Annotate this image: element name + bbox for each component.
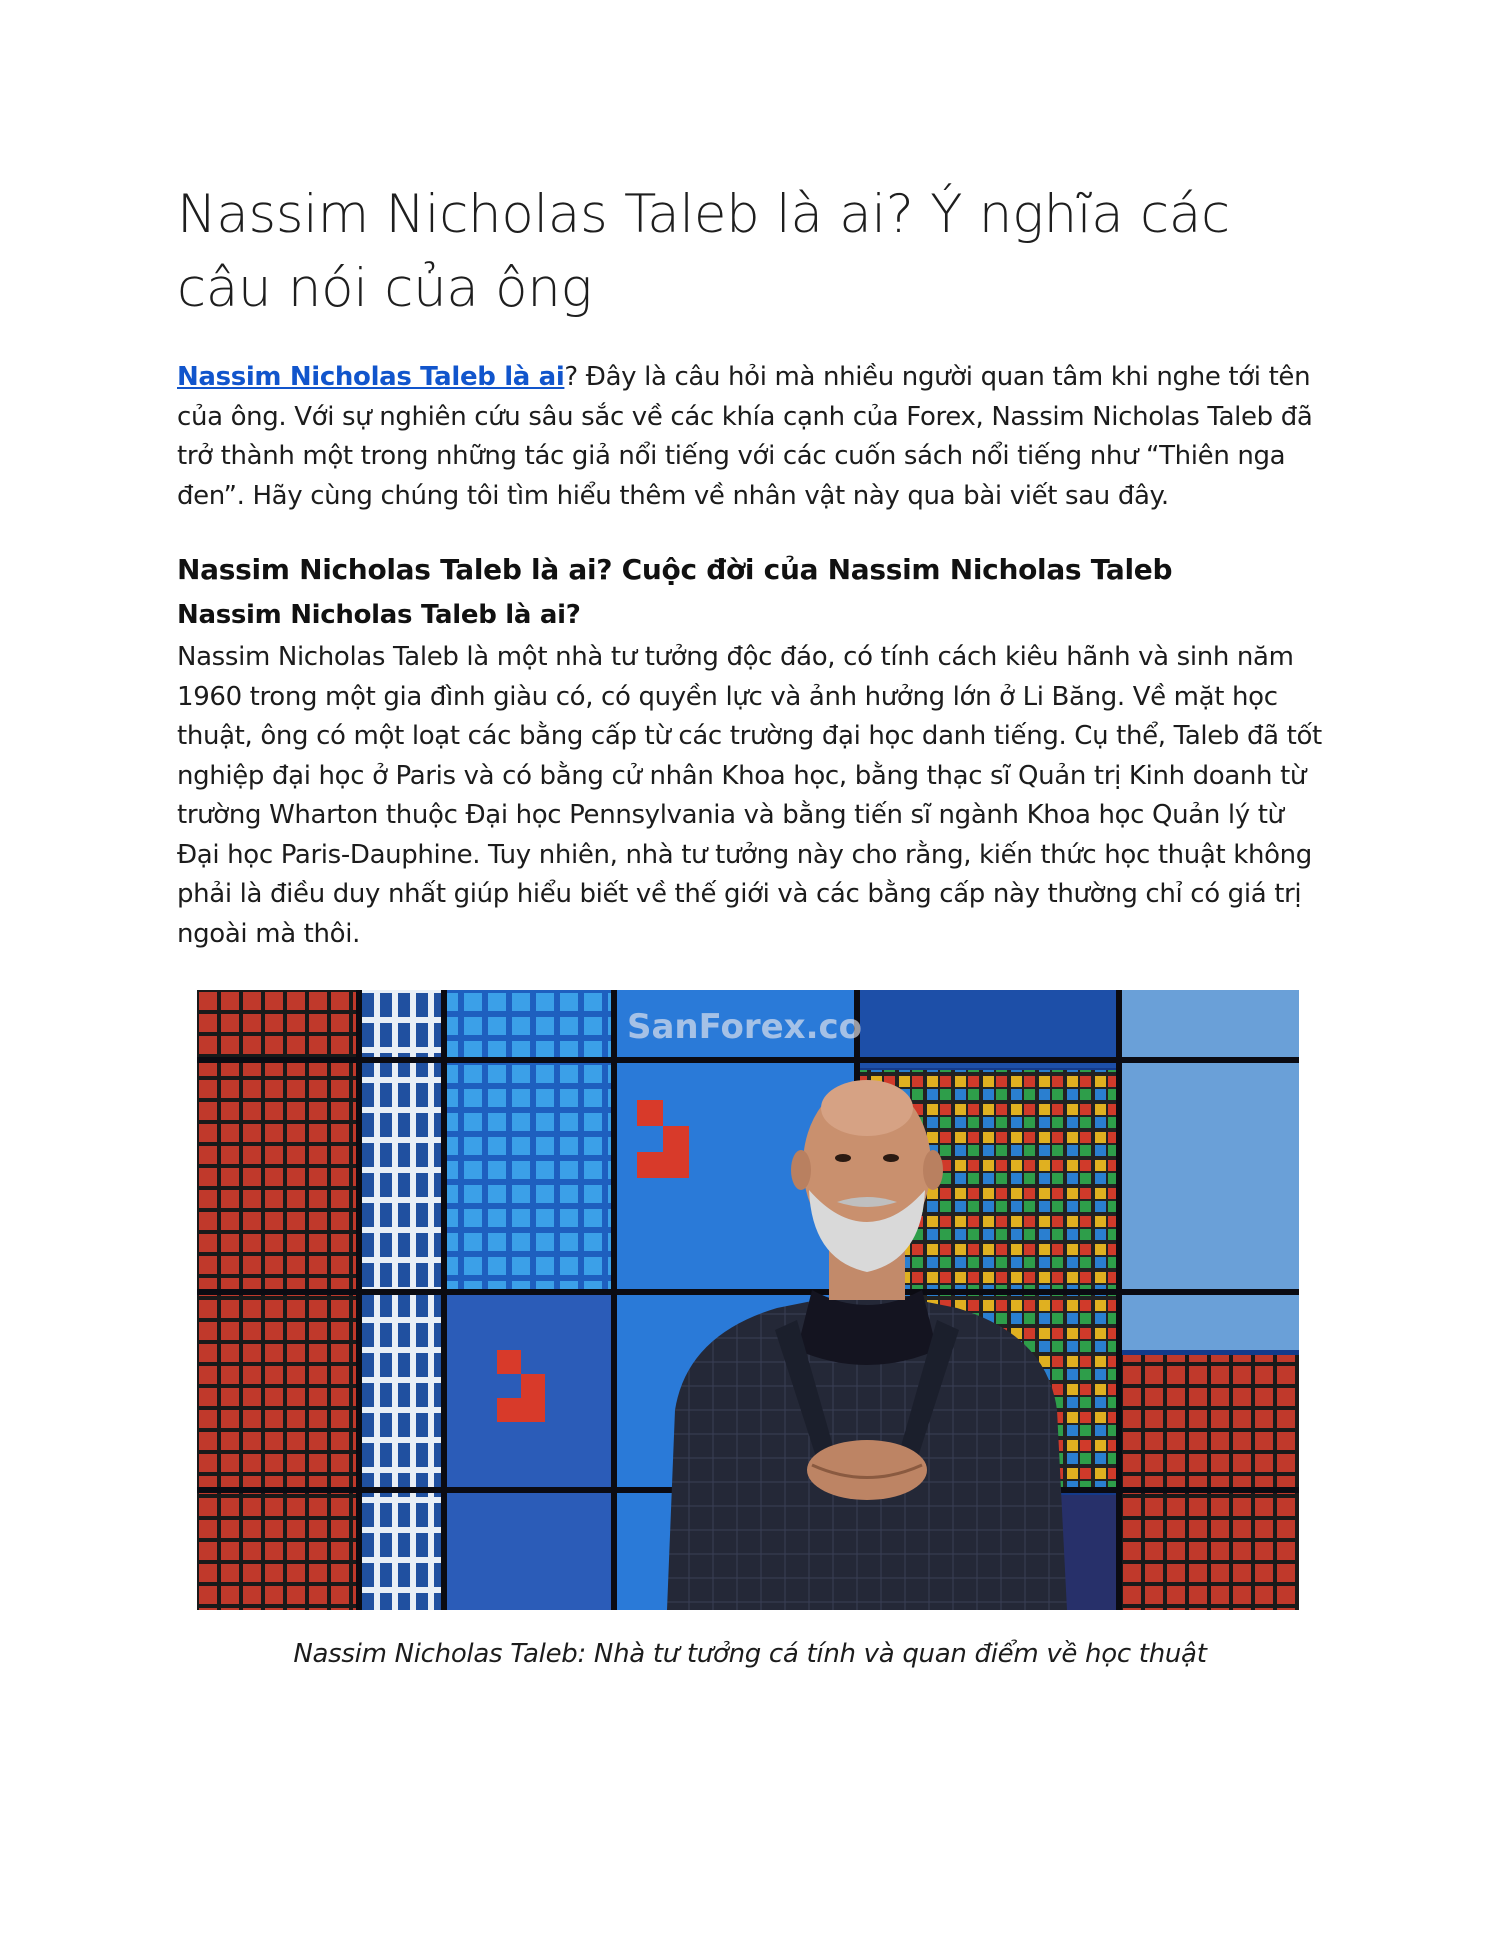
intro-paragraph xyxy=(177,358,1327,516)
intro-link[interactable]: Nassim Nicholas Taleb là ai xyxy=(177,362,565,392)
page-title: Nassim Nicholas Taleb là ai? Ý nghĩa các câu nói của ông xyxy=(177,184,1230,319)
intro-text: ? Đây là câu hỏi mà nhiều người quan tâm khi nghe tới tên của ông. Với sự nghiên cứu sâu sắc về các khía cạnh của Forex, Nassim Nicholas Taleb đã trở thành một trong những tác giả nổi tiếng với các cuốn sách nổi tiếng như “Thiên nga đen”. Hãy cùng chúng tôi tìm hiểu thêm về nhân vật này qua bài viết sau đây. xyxy=(177,362,1313,511)
subsection-heading: Nassim Nicholas Taleb là ai? xyxy=(177,600,581,630)
portrait-photo xyxy=(197,990,1299,1610)
figure-caption: Nassim Nicholas Taleb: Nhà tư tưởng cá tính và quan điểm về học thuật xyxy=(293,1639,1207,1669)
body-paragraph: Nassim Nicholas Taleb là một nhà tư tưởng độc đáo, có tính cách kiêu hãnh và sinh năm 1960 trong một gia đình giàu có, có quyền lực và ảnh hưởng lớn ở Li Băng. Về mặt học thuật, ông có một loạt các bằng cấp từ các trường đại học danh tiếng. Cụ thể, Taleb đã tốt nghiệp đại học ở Paris và có bằng cử nhân Khoa học, bằng thạc sĩ Quản trị Kinh doanh từ trường Wharton thuộc Đại học Pennsylvania và bằng tiến sĩ ngành Khoa học Quản lý từ Đại học Paris-Dauphine. Tuy nhiên, nhà tư tưởng này cho rằng, kiến thức học thuật không phải là điều duy nhất giúp hiểu biết về thế giới và các bằng cấp này thường chỉ có giá trị ngoài mà thôi. xyxy=(177,642,1322,949)
photo-watermark: SanForex.co xyxy=(627,1007,863,1047)
photo-illustration xyxy=(197,990,1299,1610)
article-body xyxy=(177,178,1327,954)
section-heading: Nassim Nicholas Taleb là ai? Cuộc đời của Nassim Nicholas Taleb xyxy=(177,553,1173,586)
